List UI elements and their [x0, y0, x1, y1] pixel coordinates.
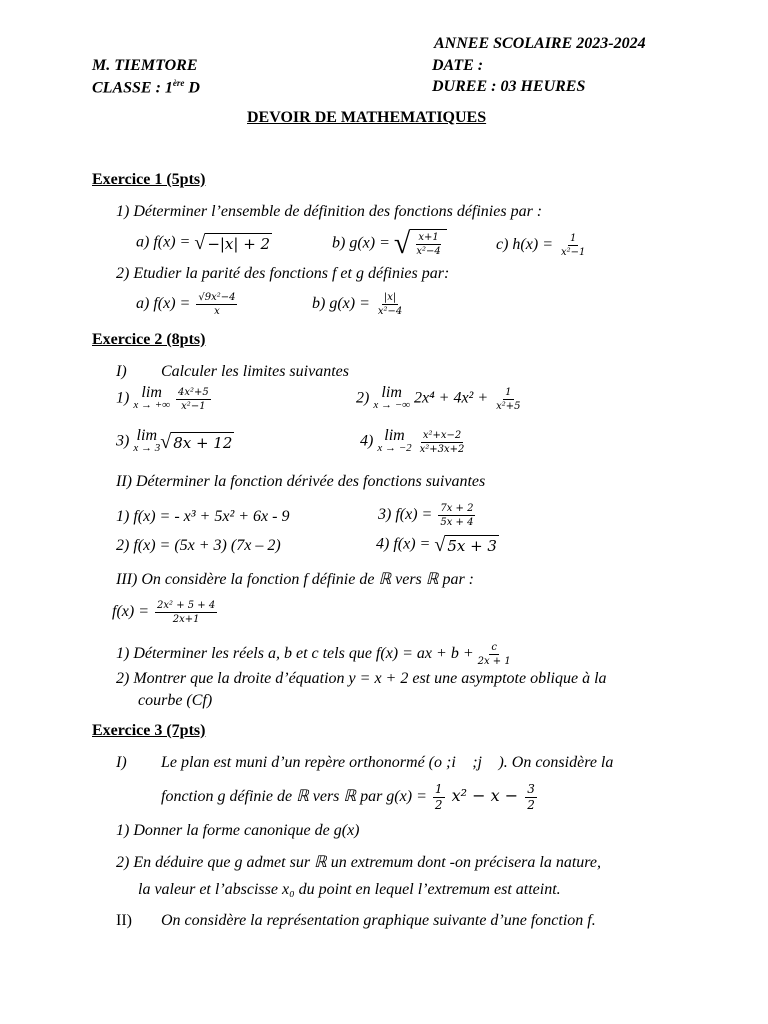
date-label: DATE :: [432, 57, 484, 74]
ex3-question-2-line2: la valeur et l’abscisse x₀ du point en lequel l’extremum est atteint.: [138, 881, 561, 898]
teacher-name: M. TIEMTORE: [92, 57, 198, 74]
exercise-3-heading: Exercice 3 (7pts): [92, 722, 206, 739]
ex3-question-2-line1: 2) En déduire que g admet sur ℝ un extremum dont -on précisera la nature,: [116, 854, 602, 871]
limit-1: 1) lim x → +∞ $\frac{\text{4x²+5}}{\text{x²−1}}$: [116, 384, 209, 412]
derivative-2: 2) f(x) = (5x + 3) (7x – 2): [116, 537, 281, 554]
ex2-part-2-text: II) Déterminer la fonction dérivée des fonctions suivantes: [116, 473, 486, 490]
ex3-part-1-label: I): [116, 754, 127, 771]
ex1-q1a: a) f(x) = √ −|x| + 2: [136, 232, 271, 254]
ex2-part-1-label: I): [116, 363, 127, 380]
ex2-part-3-q1: 1) Déterminer les réels a, b et c tels que f(x) = ax + b + $\frac{c}{2x + 1}$: [116, 642, 511, 667]
class-label: CLASSE : 1ère D: [92, 78, 200, 97]
function-definition: f(x) = $\frac{\text{2x² + 5 + 4}}{2x+1}$: [112, 600, 216, 625]
derivative-4: 4) f(x) = √ 5x + 3: [376, 534, 497, 556]
ex1-q1b: b) g(x) = √ $\frac{x+1}{\text{x²−4}}$: [332, 229, 447, 259]
limit-2: 2) lim x → −∞ 2x⁴ + 4x² + $\frac{1}{\text{x²+5}}$: [356, 384, 521, 412]
ex3-part-2-label: II): [116, 912, 132, 929]
ex3-question-1: 1) Donner la forme canonique de g(x): [116, 822, 360, 839]
ex3-part-1-text: Le plan est muni d’un repère orthonormé (o ;i⃗ ;j⃗ ). On considère la: [161, 754, 614, 771]
derivative-1: 1) f(x) = - x³ + 5x² + 6x - 9: [116, 508, 290, 525]
limit-3: 3) lim x → 3 √ 8x + 12: [116, 427, 233, 454]
ex1-q1c: c) h(x) = $\frac{1}{\text{x²−1}}$: [496, 233, 586, 258]
ex2-part-3-text: III) On considère la fonction f définie de ℝ vers ℝ par :: [116, 571, 474, 588]
ex1-q2a: a) f(x) = $\frac{\text{√9x²−4}}{x}$: [136, 292, 236, 317]
ex1-question-2: 2) Etudier la parité des fonctions f et g définies par:: [116, 265, 450, 282]
ex2-part-3-q2-line1: 2) Montrer que la droite d’équation y = x + 2 est une asymptote oblique à la: [116, 670, 607, 687]
ex1-q2b: b) g(x) = $\frac{|x|}{\text{x²−4}}$: [312, 292, 403, 317]
duration-label: DUREE : 03 HEURES: [432, 78, 586, 95]
ex3-g-definition: fonction g définie de ℝ vers ℝ par g(x) = $\frac{1}{2}$ x² − x − $\frac{3}{2}$: [161, 782, 535, 812]
exercise-1-heading: Exercice 1 (5pts): [92, 171, 206, 188]
ex1-question-1: 1) Déterminer l’ensemble de définition des fonctions définies par :: [116, 203, 543, 220]
school-year: ANNEE SCOLAIRE 2023-2024: [434, 35, 646, 52]
limit-4: 4) lim x → −2 $\frac{\text{x²+x−2}}{\text{x²+3x+2}}$: [360, 427, 465, 455]
ex3-part-2-text: On considère la représentation graphique suivante d’une fonction f.: [161, 912, 596, 929]
ex2-part-3-q2-line2: courbe (Cf): [138, 692, 213, 709]
exercise-2-heading: Exercice 2 (8pts): [92, 331, 206, 348]
page-title: DEVOIR DE MATHEMATIQUES: [247, 109, 487, 126]
derivative-3: 3) f(x) = $\frac{7x + 2}{5x + 4}$: [378, 503, 474, 528]
ex2-part-1-text: Calculer les limites suivantes: [161, 363, 349, 380]
